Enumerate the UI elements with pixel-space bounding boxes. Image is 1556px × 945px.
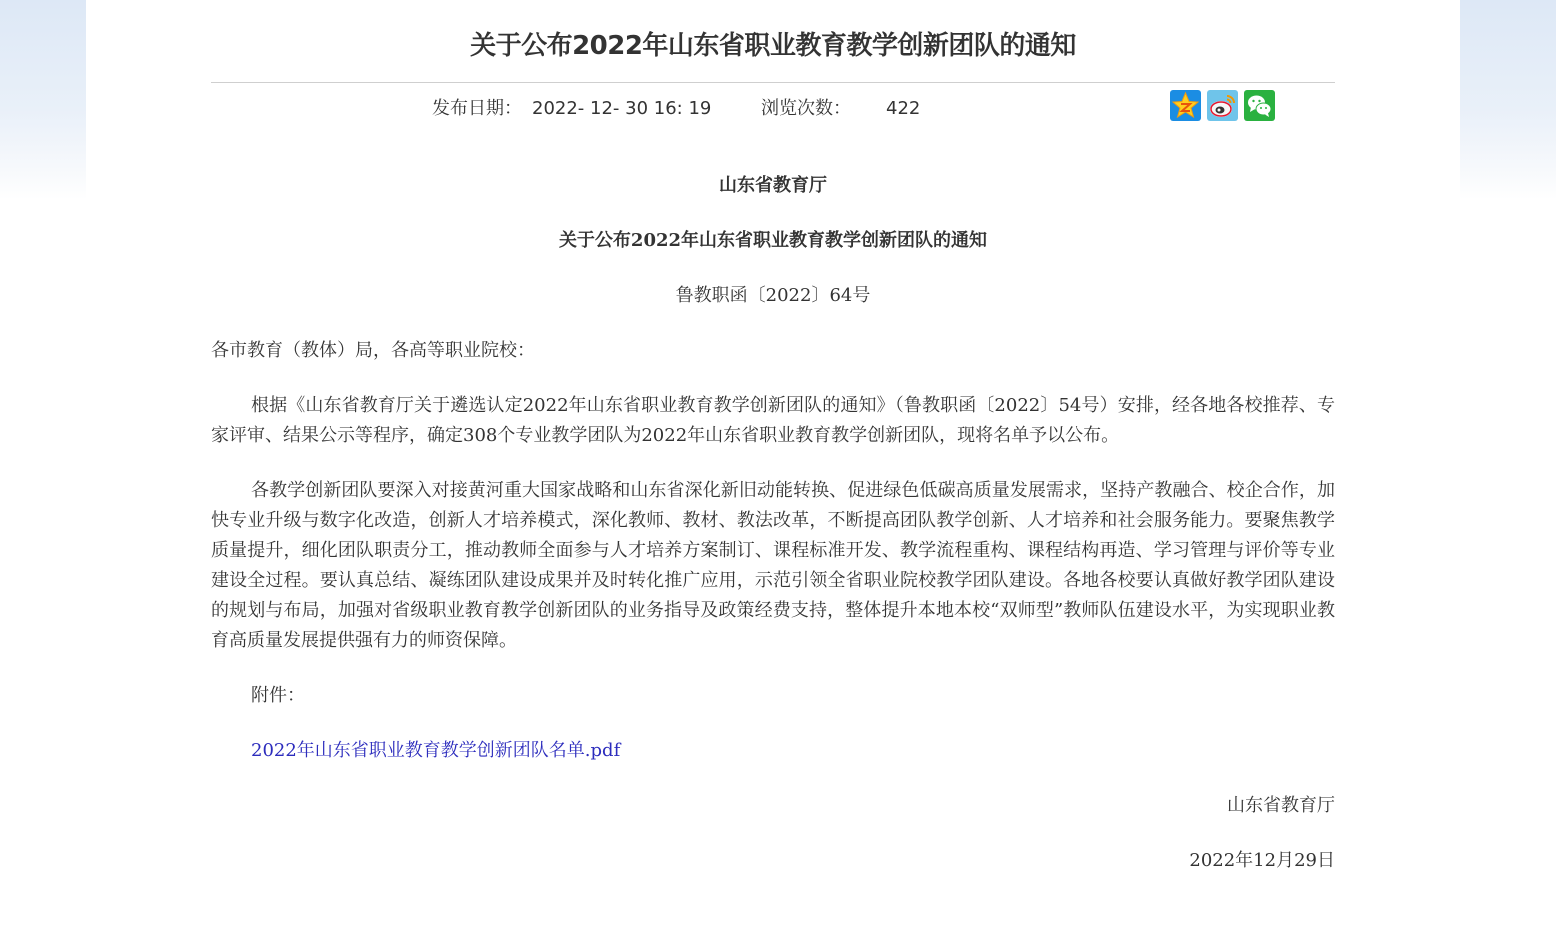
attachment-label: 附件： [251,685,305,706]
sign-date: 2022年12月29日 [1189,850,1335,871]
qzone-icon[interactable] [1170,90,1201,121]
page-title: 关于公布2022年山东省职业教育教学创新团队的通知 [470,31,1076,61]
article-meta [211,83,1335,135]
attachment-row [211,736,1335,766]
publish-date-label: 发布日期： [432,98,522,119]
publish-date: 2022- 12- 30 16: 19 [532,98,712,119]
salutation: 各市教育（教体）局，各高等职业院校： [211,340,535,361]
wechat-icon[interactable] [1244,90,1275,121]
document-number: 鲁教职函〔2022〕64号 [675,285,871,306]
issuer: 山东省教育厅 [719,175,827,196]
paragraph-2: 各教学创新团队要深入对接黄河重大国家战略和山东省深化新旧动能转换、促进绿色低碳高质量发展需求，坚持产教融合、校企合作，加快专业升级与数字化改造，创新人才培养模式，深化教师、教材、教法改革，不断提高团队教学创新、人才培养和社会服务能力。要聚焦教学质量提升，细化团队职责分工，推动教师全面参与人才培养方案制订、课程标准开发、教学流程重构、课程结构再造、学习管理与评价等专业建设全过程。要认真总结、凝练团队建设成果并及时转化推广应用，示范引领全省职业院校教学团队建设。各地各校要认真做好教学团队建设的规划与布局，加强对省级职业教育教学创新团队的业务指导及政策经费支持，整体提升本地本校“双师型”教师队伍建设水平，为实现职业教育高质量发展提供强有力的师资保障。 [211,480,1335,651]
article-content [211,0,1335,871]
attachment-link[interactable]: 2022年山东省职业教育教学创新团队名单.pdf [251,740,621,761]
views-count: 422 [886,98,921,119]
document-title: 关于公布2022年山东省职业教育教学创新团队的通知 [558,230,988,251]
article-page [86,0,1460,945]
paragraph-1: 根据《山东省教育厅关于遴选认定2022年山东省职业教育教学创新团队的通知》（鲁教职函〔2022〕54号）安排，经各地各校推荐、专家评审、结果公示等程序，确定308个专业教学团队为2022年山东省职业教育教学创新团队，现将名单予以公布。 [211,395,1335,446]
weibo-icon[interactable] [1207,90,1238,121]
views-label: 浏览次数： [761,98,851,119]
signature: 山东省教育厅 [1227,795,1335,816]
